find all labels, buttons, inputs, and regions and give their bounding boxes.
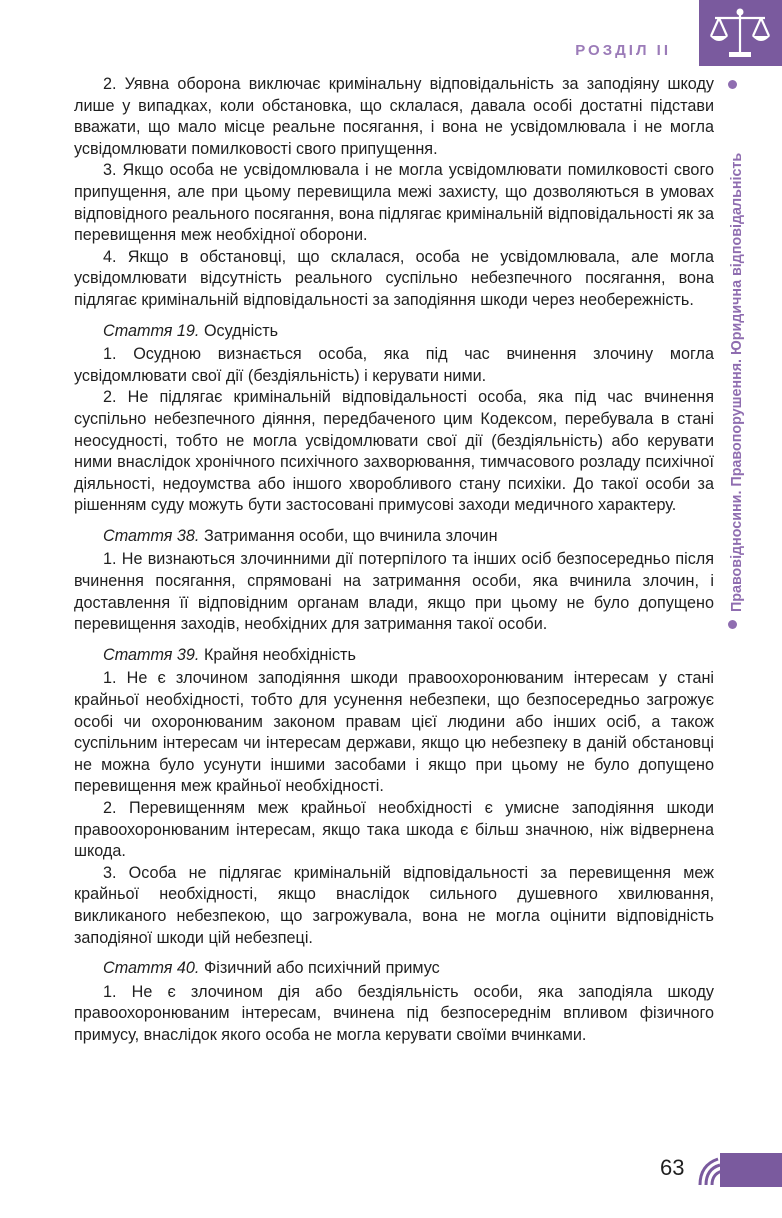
section-label: РОЗДІЛ II: [575, 42, 671, 59]
article-title: Фізичний або психічний примус: [203, 959, 440, 978]
paragraph: 1. Не є злочином дія або бездіяльність особи, яка заподіяла шкоду правоохоронюваним інтересам, вчинена під безпосереднім впливом фізичного примусу, внаслідок якого особа не могла керувати своїми вчинками.: [74, 982, 714, 1044]
article-number: Стаття 40.: [103, 959, 200, 978]
header-tab: [699, 0, 782, 66]
main-content: [74, 74, 714, 1047]
paragraph: 2. Перевищенням меж крайньої необхідності є умисне заподіяння шкоди правоохоронюваним інтересам, якщо така шкода є більш значною, ніж відвернена шкода.: [74, 799, 714, 861]
article-title: Затримання особи, що вчинила злочин: [203, 526, 498, 545]
paragraph: 1. Осудною визнається особа, яка під час вчинення злочину могла усвідомлювати свої дії (бездіяльність) і керувати ними.: [74, 345, 714, 385]
article-heading: [74, 958, 714, 980]
article-title: Осудність: [203, 321, 279, 340]
page-number: 63: [660, 1155, 685, 1180]
article-heading: [74, 321, 714, 343]
article-heading: [74, 645, 714, 667]
article-title: Крайня необхідність: [203, 645, 356, 664]
paragraph: 3. Особа не підлягає кримінальній відповідальності за перевищення меж крайньої необхідності, якщо внаслідок сильного душевного хвилювання, викликаного небезпекою, що загрожувала, вона не могла оцінити відповідність заподіяної шкоди цій небезпеці.: [74, 863, 714, 947]
rail-dot-top: [728, 80, 737, 89]
paragraph: 4. Якщо в обстановці, що склалася, особа не усвідомлювала, але могла усвідомлювати відсутність реального суспільно небезпечного посягання, вона підлягає кримінальній відповідальності за заподіяння шкоди через необережність.: [74, 247, 714, 309]
article-number: Стаття 38.: [103, 526, 200, 545]
scales-of-justice-icon: [707, 6, 773, 60]
side-title: Правовідносини. Правопорушення. Юридична відповідальність: [729, 152, 745, 612]
paragraph: 2. Не підлягає кримінальній відповідальності особа, яка під час вчинення суспільно небезпечного діяння, передбаченого цим Кодексом, перебувала в стані неосудності, тобто не могла усвідомлювати свої дії (бездіяльність) або керувати ними внаслідок хронічного психічного захворювання, тимчасового розладу психічної діяльності, недоумства або іншого хворобливого стану психіки. До такої особи за рішенням суду можуть бути застосовані примусові заходи медичного характеру.: [74, 388, 714, 515]
paragraph: 1. Не визнаються злочинними дії потерпілого та інших осіб безпосередньо після вчинення посягання, спрямовані на затримання особи, яка вчинила злочин, і доставлення її відповідним органам влади, якщо при цьому не було допущено перевищення заходів, необхідних для затримання такої особи.: [74, 550, 714, 634]
rail-dot-bottom: [728, 620, 737, 629]
paragraph: 3. Якщо особа не усвідомлювала і не могла усвідомлювати помилковості свого припущення, але при цьому перевищила межі захисту, що дозволяються в умовах відповідного реального посягання, вона підлягає кримінальній відповідальності як за перевищення меж необхідної оборони.: [74, 161, 714, 245]
article-number: Стаття 19.: [103, 321, 200, 340]
article-number: Стаття 39.: [103, 645, 200, 664]
signal-waves-icon: [698, 1147, 782, 1187]
paragraph: 1. Не є злочином заподіяння шкоди правоохоронюваним інтересам у стані крайньої необхідності, тобто для усунення небезпеки, що безпосередньо загрожує особі чи охоронюваним законом правам цієї людини або інших осіб, а також суспільним інтересам чи інтересам держави, якщо цю небезпеку в даній обстановці не можна було усунути іншими засобами і якщо при цьому не було допущено перевищення меж крайньої необхідності.: [74, 669, 714, 796]
paragraph: 2. Уявна оборона виключає кримінальну відповідальність за заподіяну шкоду лише у випадках, коли обстановка, що склалася, давала особі достатні підстави вважати, що мало місце реальне посягання, і вона не усвідомлювала і не могла усвідомлювати помилковості свого припущення.: [74, 75, 714, 158]
article-heading: [74, 526, 714, 548]
